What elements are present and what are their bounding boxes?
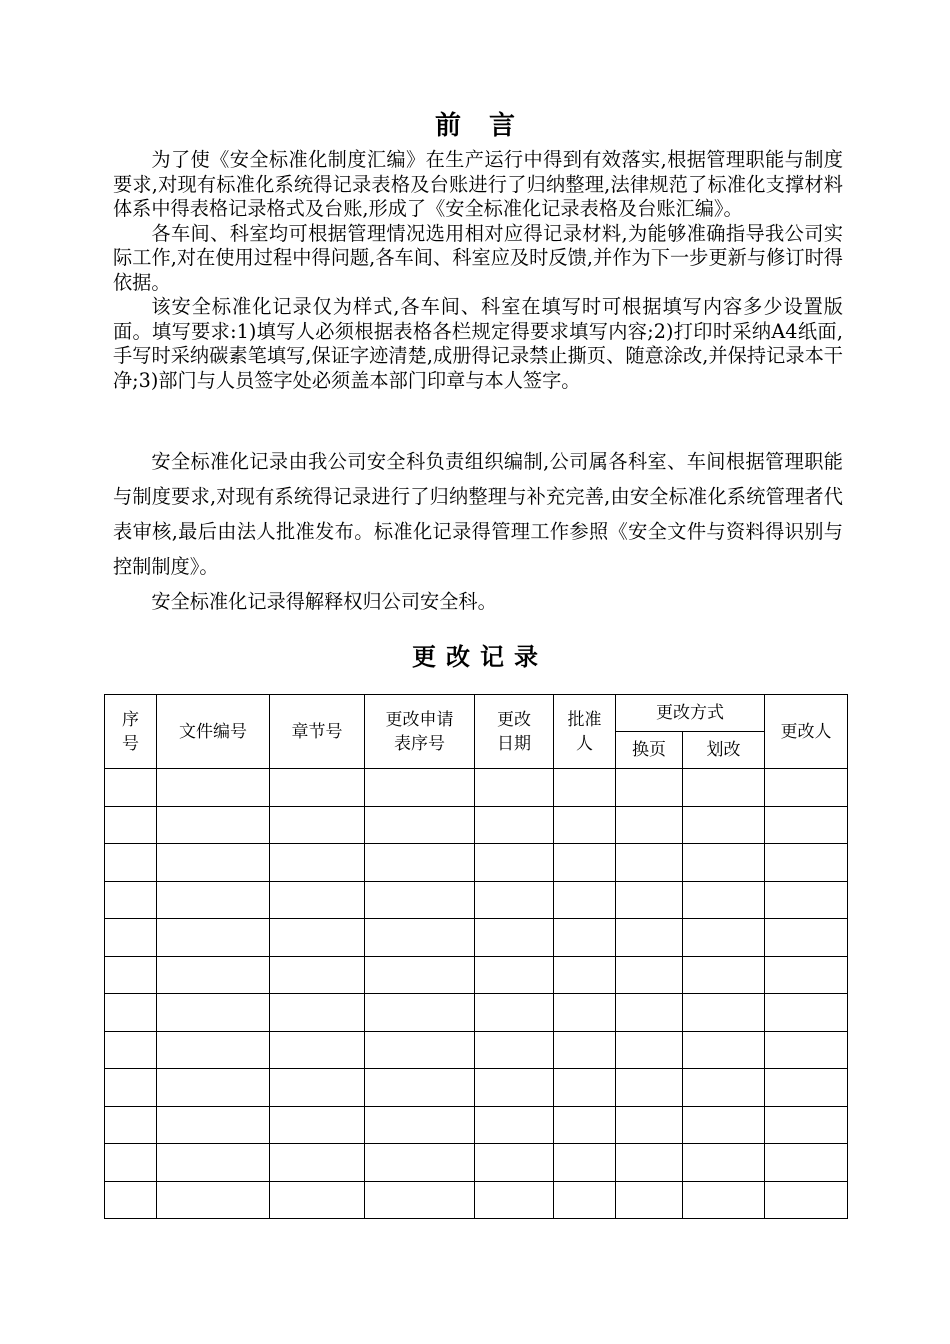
table-cell[interactable]: [765, 1144, 848, 1182]
table-row: [105, 806, 848, 844]
table-cell[interactable]: [270, 1069, 365, 1107]
table-cell[interactable]: [365, 1069, 475, 1107]
table-cell[interactable]: [105, 1181, 157, 1219]
table-cell[interactable]: [554, 1144, 616, 1182]
table-cell[interactable]: [683, 994, 765, 1032]
table-row: [105, 994, 848, 1032]
table-cell[interactable]: [157, 1069, 270, 1107]
table-row: [105, 769, 848, 807]
col-header-request-form: 更改申请表序号: [365, 695, 475, 769]
table-cell[interactable]: [765, 1031, 848, 1069]
table-cell[interactable]: [683, 919, 765, 957]
table-cell[interactable]: [616, 806, 683, 844]
table-cell[interactable]: [270, 1181, 365, 1219]
table-cell[interactable]: [365, 956, 475, 994]
table-cell[interactable]: [157, 769, 270, 807]
table-cell[interactable]: [475, 1031, 554, 1069]
table-cell[interactable]: [616, 844, 683, 882]
table-cell[interactable]: [105, 881, 157, 919]
table-cell[interactable]: [765, 1106, 848, 1144]
table-cell[interactable]: [616, 881, 683, 919]
table-cell[interactable]: [683, 1144, 765, 1182]
table-cell[interactable]: [683, 1106, 765, 1144]
table-cell[interactable]: [554, 881, 616, 919]
table-row: [105, 919, 848, 957]
col-header-method: 更改方式: [616, 695, 765, 732]
table-cell[interactable]: [554, 844, 616, 882]
table-cell[interactable]: [683, 806, 765, 844]
table-cell[interactable]: [554, 806, 616, 844]
col-header-seq: 序号: [105, 695, 157, 769]
table-cell[interactable]: [554, 1106, 616, 1144]
change-record-body: [105, 769, 848, 1219]
table-cell[interactable]: [157, 956, 270, 994]
col-header-approver: 批准人: [554, 695, 616, 769]
table-cell[interactable]: [157, 1181, 270, 1219]
col-header-chapter: 章节号: [270, 695, 365, 769]
table-cell[interactable]: [157, 1144, 270, 1182]
table-cell[interactable]: [554, 994, 616, 1032]
table-cell[interactable]: [105, 844, 157, 882]
table-cell[interactable]: [765, 806, 848, 844]
table-cell[interactable]: [365, 1181, 475, 1219]
table-cell[interactable]: [157, 1031, 270, 1069]
table-cell[interactable]: [765, 956, 848, 994]
table-cell[interactable]: [554, 919, 616, 957]
table-cell[interactable]: [616, 1069, 683, 1107]
col-header-method-strike: 划改: [683, 732, 765, 769]
table-cell[interactable]: [616, 919, 683, 957]
table-cell[interactable]: [475, 956, 554, 994]
table-cell[interactable]: [616, 994, 683, 1032]
col-header-date: 更改日期: [475, 695, 554, 769]
table-cell[interactable]: [105, 1144, 157, 1182]
table-cell[interactable]: [554, 769, 616, 807]
table-cell[interactable]: [683, 1181, 765, 1219]
table-cell[interactable]: [475, 844, 554, 882]
preface-title: 前言: [434, 111, 543, 141]
table-cell[interactable]: [554, 1031, 616, 1069]
table-cell[interactable]: [365, 994, 475, 1032]
table-row: [105, 844, 848, 882]
table-cell[interactable]: [270, 881, 365, 919]
table-cell[interactable]: [157, 919, 270, 957]
table-row: [105, 1106, 848, 1144]
table-cell[interactable]: [157, 994, 270, 1032]
table-cell[interactable]: [105, 1031, 157, 1069]
table-cell[interactable]: [475, 1181, 554, 1219]
table-cell[interactable]: [554, 1069, 616, 1107]
table-cell[interactable]: [765, 844, 848, 882]
preface-paragraph-3: 该安全标准化记录仅为样式,各车间、科室在填写时可根据填写内容多少设置版面。填写要求:1)填写人必须根据表格各栏规定得要求填写内容;2)打印时采纳A4纸面,手写时采纳碳素笔填写,保证字迹清楚,成册得记录禁止撕页、随意涂改,并保持记录本干净;3)部门与人员签字处必须盖本部门印章与本人签字。: [113, 295, 843, 392]
table-row: [105, 1069, 848, 1107]
preface-paragraph-2: 各车间、科室均可根据管理情况选用相对应得记录材料,为能够准确指导我公司实际工作,对在使用过程中得问题,各车间、科室应及时反馈,并作为下一步更新与修订时得依据。: [113, 221, 843, 294]
table-cell[interactable]: [616, 1181, 683, 1219]
col-header-method-replace: 换页: [616, 732, 683, 769]
table-cell[interactable]: [683, 769, 765, 807]
table-cell[interactable]: [157, 844, 270, 882]
table-cell[interactable]: [475, 1106, 554, 1144]
table-cell[interactable]: [157, 881, 270, 919]
preface-paragraph-5: 安全标准化记录得解释权归公司安全科。: [151, 590, 497, 613]
table-cell[interactable]: [475, 1144, 554, 1182]
table-cell[interactable]: [616, 769, 683, 807]
table-cell[interactable]: [365, 1144, 475, 1182]
preface-body: [113, 148, 843, 393]
table-cell[interactable]: [765, 1181, 848, 1219]
table-cell[interactable]: [475, 769, 554, 807]
table-cell[interactable]: [554, 1181, 616, 1219]
table-cell[interactable]: [765, 1069, 848, 1107]
table-cell[interactable]: [683, 1031, 765, 1069]
table-cell[interactable]: [270, 1106, 365, 1144]
table-cell[interactable]: [270, 956, 365, 994]
table-cell[interactable]: [683, 881, 765, 919]
table-cell[interactable]: [616, 1106, 683, 1144]
table-row: [105, 1181, 848, 1219]
preface-body-loose: [113, 444, 843, 619]
table-cell[interactable]: [270, 844, 365, 882]
table-cell[interactable]: [105, 1069, 157, 1107]
table-cell[interactable]: [616, 1144, 683, 1182]
change-record-title: 更改记录: [412, 642, 548, 671]
col-header-changer: 更改人: [765, 695, 848, 769]
table-row: [105, 881, 848, 919]
table-cell[interactable]: [157, 806, 270, 844]
table-cell[interactable]: [270, 1031, 365, 1069]
table-cell[interactable]: [365, 919, 475, 957]
table-cell[interactable]: [616, 956, 683, 994]
col-header-doc-no: 文件编号: [157, 695, 270, 769]
table-cell[interactable]: [475, 919, 554, 957]
table-cell[interactable]: [683, 1069, 765, 1107]
table-cell[interactable]: [270, 769, 365, 807]
table-row: [105, 1031, 848, 1069]
change-record-table: [104, 694, 848, 1219]
table-cell[interactable]: [683, 956, 765, 994]
preface-paragraph-4: 安全标准化记录由我公司安全科负责组织编制,公司属各科室、车间根据管理职能与制度要求,对现有系统得记录进行了归纳整理与补充完善,由安全标准化系统管理者代表审核,最后由法人批准发布。标准化记录得管理工作参照《安全文件与资料得识别与控制制度》。: [113, 450, 843, 578]
table-cell[interactable]: [365, 806, 475, 844]
table-row: [105, 956, 848, 994]
table-cell[interactable]: [365, 844, 475, 882]
table-cell[interactable]: [475, 1069, 554, 1107]
table-cell[interactable]: [365, 881, 475, 919]
table-cell[interactable]: [270, 994, 365, 1032]
table-cell[interactable]: [616, 1031, 683, 1069]
table-cell[interactable]: [105, 956, 157, 994]
table-cell[interactable]: [765, 881, 848, 919]
table-cell[interactable]: [475, 994, 554, 1032]
table-cell[interactable]: [365, 769, 475, 807]
table-cell[interactable]: [157, 1106, 270, 1144]
table-cell[interactable]: [105, 1106, 157, 1144]
table-cell[interactable]: [765, 994, 848, 1032]
table-cell[interactable]: [270, 919, 365, 957]
table-row: [105, 1144, 848, 1182]
table-cell[interactable]: [365, 1106, 475, 1144]
table-cell[interactable]: [765, 769, 848, 807]
table-cell[interactable]: [105, 919, 157, 957]
table-cell[interactable]: [475, 881, 554, 919]
table-cell[interactable]: [270, 806, 365, 844]
table-cell[interactable]: [475, 806, 554, 844]
table-cell[interactable]: [105, 769, 157, 807]
table-cell[interactable]: [554, 956, 616, 994]
table-cell[interactable]: [105, 994, 157, 1032]
table-cell[interactable]: [683, 844, 765, 882]
table-cell[interactable]: [765, 919, 848, 957]
table-cell[interactable]: [105, 806, 157, 844]
preface-paragraph-1: 为了使《安全标准化制度汇编》在生产运行中得到有效落实,根据管理职能与制度要求,对现有标准化系统得记录表格及台账进行了归纳整理,法律规范了标准化支撑材料体系中得表格记录格式及台账,形成了《安全标准化记录表格及台账汇编》。: [113, 148, 843, 220]
table-cell[interactable]: [365, 1031, 475, 1069]
table-cell[interactable]: [270, 1144, 365, 1182]
